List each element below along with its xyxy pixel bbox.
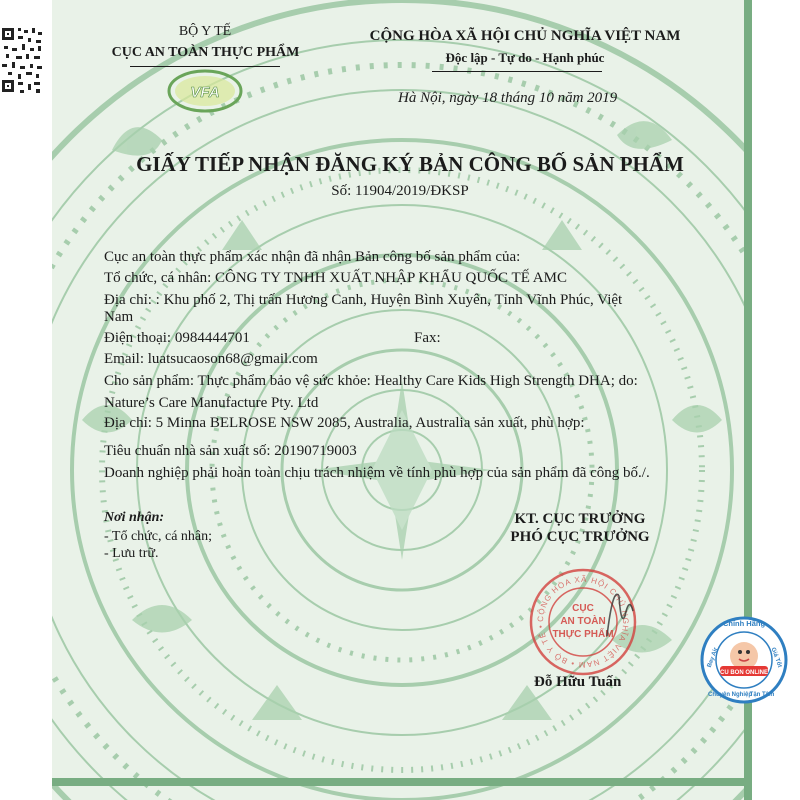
signature-title-2: PHÓ CỤC TRƯỞNG (510, 529, 650, 545)
cubon-online-badge (700, 600, 788, 718)
ministry-name: BỘ Y TẾ (178, 24, 232, 39)
svg-text:THỰC PHẨM: THỰC PHẨM (552, 629, 614, 640)
badge-bottom-left-text: Chuyên Nghiệp (707, 692, 753, 698)
vfa-logo (166, 68, 244, 114)
badge-top-text: Chính Hãng (722, 619, 766, 628)
body-confirmation: Cục an toàn thực phẩm xác nhận đã nhận Bản công bố sản phẩm của: (104, 249, 521, 265)
body-standard: Tiêu chuẩn nhà sản xuất số: 20190719003 (104, 443, 357, 459)
svg-text:CỘNG HÒA XÃ HỘI CHỦ NGHĨA VIỆT: CỘNG HÒA XÃ HỘI CHỦ NGHĨA VIỆT NAM • BỘ Y TẾ • (535, 574, 631, 670)
signature-title-1: KT. CỤC TRƯỞNG (514, 511, 646, 527)
badge-center-text: CU BON ONLINE (720, 670, 768, 676)
body-organization: Tổ chức, cá nhân: CÔNG TY TNHH XUẤT NHẬP KHẨU QUỐC TẾ AMC (104, 270, 567, 286)
logo-text: VFA (190, 84, 220, 101)
agency-underline (130, 66, 280, 67)
recipient-archive: - Lưu trữ. (104, 546, 159, 561)
motto-underline (432, 71, 602, 72)
body-manufacturer: Nature’s Care Manufacture Pty. Ltd (104, 395, 319, 411)
body-responsibility: Doanh nghiệp phải hoàn toàn chịu trách nhiệm về tính phù hợp của sản phẩm đã công bố./. (104, 465, 650, 481)
official-seal (527, 566, 639, 678)
body-email: Email: luatsucaoson68@gmail.com (104, 351, 318, 367)
issue-date: Hà Nội, ngày 18 tháng 10 năm 2019 (398, 90, 618, 106)
national-motto: Độc lập - Tự do - Hạnh phúc (445, 50, 605, 65)
frame-bottom-border (52, 778, 752, 786)
svg-text:CỤC: CỤC (572, 603, 594, 614)
badge-left-text: Bay Air (706, 646, 720, 669)
country-name: CỘNG HÒA XÃ HỘI CHỦ NGHĨA VIỆT NAM (369, 28, 681, 44)
document-number: Số: 11904/2019/ĐKSP (331, 183, 469, 199)
body-phone: Điện thoại: 0984444701 (104, 330, 250, 346)
recipient-organization: - Tổ chức, cá nhân; (104, 529, 213, 544)
signer-name: Đỗ Hữu Tuấn (534, 674, 622, 690)
body-fax: Fax: (414, 330, 441, 346)
agency-name: CỤC AN TOÀN THỰC PHẨM (111, 45, 300, 60)
body-product: Cho sản phẩm: Thực phẩm bảo vệ sức khỏe: Healthy Care Kids High Strength DHA; do: (104, 373, 638, 389)
svg-text:AN TOÀN: AN TOÀN (560, 616, 606, 627)
document-title: GIẤY TIẾP NHẬN ĐĂNG KÝ BẢN CÔNG BỐ SẢN PHẨM (136, 152, 684, 176)
body-address-continued: Nam (104, 309, 134, 325)
body-address: Địa chỉ: : Khu phố 2, Thị trấn Hương Canh, Huyện Bình Xuyên, Tỉnh Vĩnh Phúc, Việt (104, 292, 623, 308)
badge-bottom-right-text: Tận Tâm (749, 692, 775, 698)
recipients-title: Nơi nhận: (104, 510, 165, 525)
qr-code (0, 24, 44, 96)
badge-right-text: Giá Tốt (769, 646, 783, 669)
body-manufacturer-address: Địa chỉ: 5 Minna BELROSE NSW 2085, Australia, Australia sản xuất, phù hợp: (104, 415, 585, 431)
